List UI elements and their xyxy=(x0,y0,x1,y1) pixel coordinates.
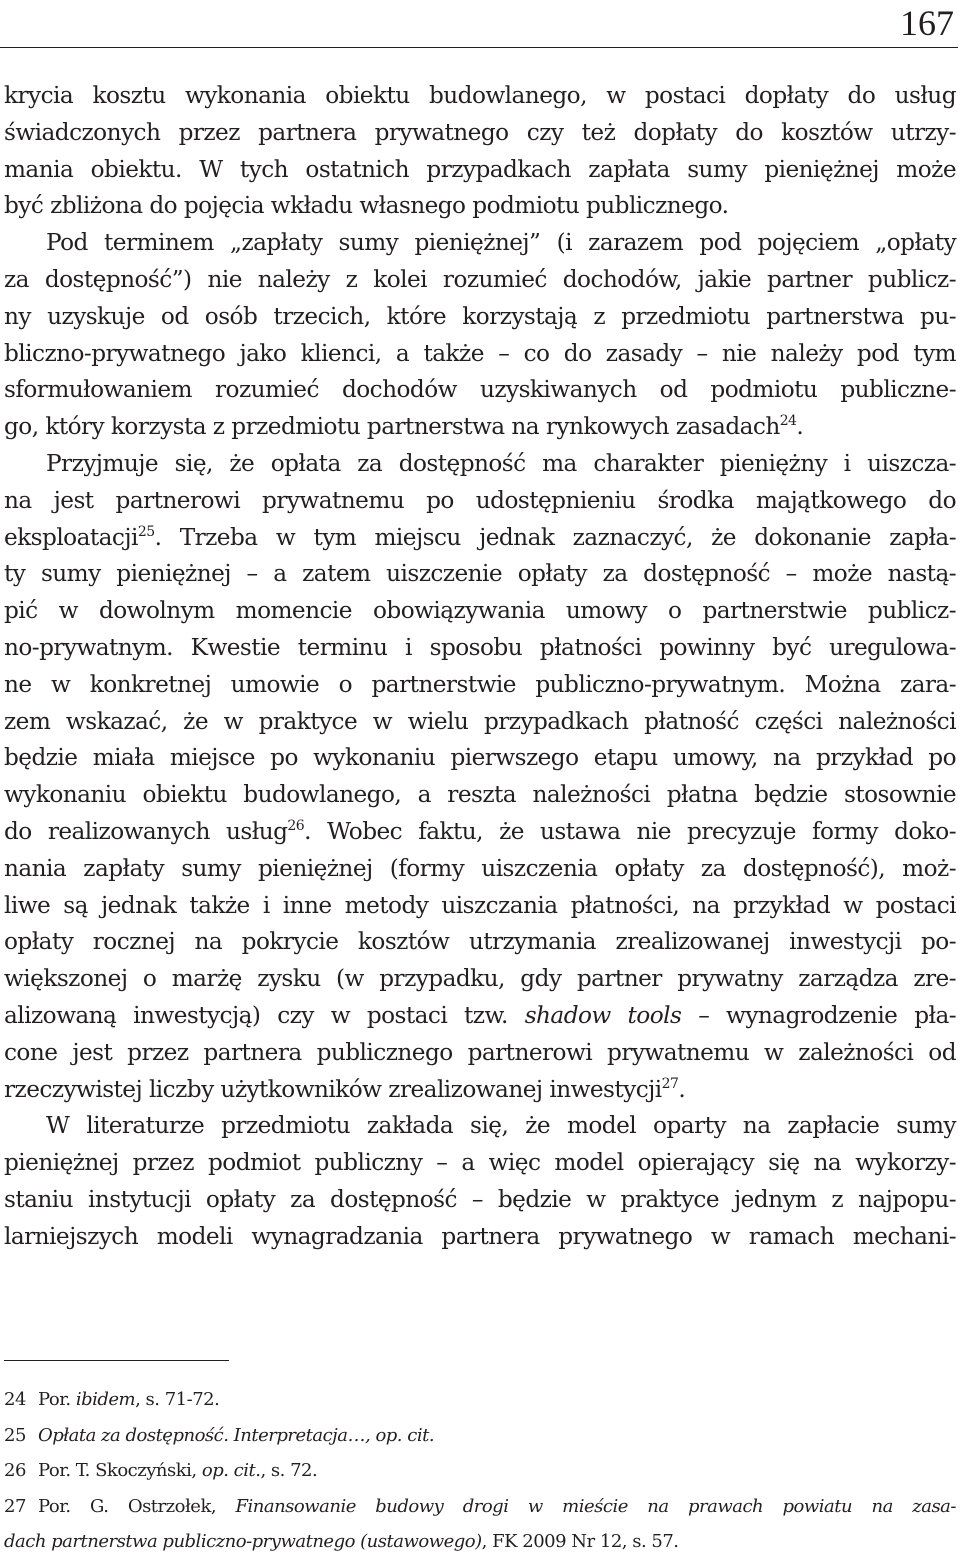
text-line: cone jest przez partnera publicznego partnerowi prywatnemu w zależności od xyxy=(4,1038,956,1066)
footnote-ref[interactable]: 24 xyxy=(779,413,797,430)
footnote-ref[interactable]: 27 xyxy=(661,1075,679,1092)
text-line xyxy=(4,814,956,851)
footnote-text: Por. xyxy=(38,1389,71,1410)
text-line: większonej o marżę zysku (w przypadku, gdy partner prywatny zarządza zre- xyxy=(4,965,956,993)
page-number: 167 xyxy=(900,3,954,43)
footnote-26 xyxy=(4,1453,956,1489)
text-segment: alizowaną inwestycją) czy w postaci tzw. xyxy=(4,1001,508,1029)
text-line: Przyjmuje się, że opłata za dostępność ma charakter pieniężny i uiszcza- xyxy=(46,449,956,477)
text-line: sformułowaniem rozumieć dochodów uzyskiwanych od podmiotu publiczne- xyxy=(4,376,956,404)
footnote-ref[interactable]: 26 xyxy=(287,817,305,834)
text-line: zem wskazać, że w praktyce w wielu przypadkach płatność części należności xyxy=(4,707,956,735)
text-line xyxy=(4,409,956,446)
text-line: liwe są jednak także i inne metody uiszczania płatności, na przykład w postaci xyxy=(4,891,956,919)
text-line: być zbliżona do pojęcia wkładu własnego podmiotu publicznego. xyxy=(4,192,729,220)
text-line: mania obiektu. W tych ostatnich przypadkach zapłata sumy pieniężnej może xyxy=(4,155,956,183)
period: . xyxy=(678,1075,686,1103)
footnote-italic: Opłata za dostępność. Interpretacja…, op. cit. xyxy=(38,1424,435,1446)
footnote-rule xyxy=(4,1360,229,1361)
text-line: bliczno-prywatnego jako klienci, a także – co do zasady – nie należy pod tym xyxy=(4,339,956,367)
text-line: nania zapłaty sumy pieniężnej (formy uiszczenia opłaty za dostępność), moż- xyxy=(4,854,956,882)
footnote-number: 27 xyxy=(4,1495,26,1517)
footnote-ref[interactable]: 25 xyxy=(137,523,155,540)
footnote-italic: Finansowanie budowy drogi w mieście na prawach powiatu na zasa- xyxy=(235,1495,956,1517)
footnote-text: , s. 71-72. xyxy=(135,1389,220,1410)
footnote-text: ., s. 72. xyxy=(255,1460,318,1481)
footnote-text: Por. G. Ostrzołek, xyxy=(38,1495,217,1517)
text-line: opłaty rocznej na pokrycie kosztów utrzymania zrealizowanej inwestycji po- xyxy=(4,928,956,956)
text-segment: – wynagrodzenie pła- xyxy=(698,1001,957,1029)
text-segment: go, który korzysta z przedmiotu partnerstwa na rynkowych zasadach xyxy=(4,413,780,441)
text-line: staniu instytucji opłaty za dostępność – będzie w praktyce jednym z najpopu- xyxy=(4,1185,956,1213)
text-line: na jest partnerowi prywatnemu po udostępnieniu środka majątkowego do xyxy=(4,486,956,514)
body-text xyxy=(4,78,956,1256)
text-line xyxy=(4,520,956,557)
italic-term: shadow tools xyxy=(524,1001,682,1029)
footnote-number: 24 xyxy=(4,1389,26,1410)
footnote-text: , FK 2009 Nr 12, s. 57. xyxy=(481,1531,679,1552)
footnote-number: 25 xyxy=(4,1424,26,1446)
text-segment: do realizowanych usług xyxy=(4,817,288,845)
text-line: świadczonych przez partnera prywatnego czy też dopłaty do kosztów utrzy- xyxy=(4,118,956,146)
footnote-number: 26 xyxy=(4,1460,26,1481)
text-segment: . Trzeba w tym miejscu jednak zaznaczyć, że dokonanie zapła- xyxy=(154,523,956,551)
text-line: krycia kosztu wykonania obiektu budowlanego, w postaci dopłaty do usług xyxy=(4,82,956,109)
text-line: no-prywatnym. Kwestie terminu i sposobu płatności powinny być uregulowa- xyxy=(4,633,956,661)
text-line: ny uzyskuje od osób trzecich, które korzystają z przedmiotu partnerstwa pu- xyxy=(4,302,956,330)
text-line xyxy=(4,998,956,1035)
period: . xyxy=(796,413,804,441)
text-line: larniejszych modeli wynagradzania partnera prywatnego w ramach mechani- xyxy=(4,1222,956,1250)
footnote-text: Por. T. Skoczyński, xyxy=(38,1460,197,1481)
text-segment: . Wobec faktu, że ustawa nie precyzuje formy doko- xyxy=(304,817,956,845)
footnote-27 xyxy=(4,1489,956,1525)
text-line: pieniężnej przez podmiot publiczny – a więc model opierający się na wykorzy- xyxy=(4,1149,956,1177)
text-line: ne w konkretnej umowie o partnerstwie publiczno-prywatnym. Można zara- xyxy=(4,670,956,698)
footnote-italic: ibidem xyxy=(75,1389,136,1410)
header-rule xyxy=(0,47,958,48)
text-line: za dostępność”) nie należy z kolei rozumieć dochodów, jakie partner publicz- xyxy=(4,265,956,293)
text-line: będzie miała miejsce po wykonaniu pierwszego etapu umowy, na przykład po xyxy=(4,744,956,772)
text-line: ty sumy pieniężnej – a zatem uiszczenie opłaty za dostępność – może nastą- xyxy=(4,560,956,588)
text-segment: eksploatacji xyxy=(4,523,138,551)
footnote-25 xyxy=(4,1418,956,1454)
text-line: Pod terminem „zapłaty sumy pieniężnej” (i zarazem pod pojęciem „opłaty xyxy=(46,229,956,257)
footnote-24 xyxy=(4,1382,956,1418)
footnote-italic: dach partnerstwa publiczno-prywatnego (ustawowego) xyxy=(4,1531,482,1552)
text-line: W literaturze przedmiotu zakłada się, że model oparty na zapłacie sumy xyxy=(46,1112,956,1140)
text-line: pić w dowolnym momencie obowiązywania umowy o partnerstwie publicz- xyxy=(4,597,956,625)
text-line: wykonaniu obiektu budowlanego, a reszta należności płatna będzie stosownie xyxy=(4,781,956,809)
footnote-27-continued xyxy=(4,1524,956,1560)
text-segment: rzeczywistej liczby użytkowników zrealizowanej inwestycji xyxy=(4,1075,662,1103)
footnote-italic: op. cit xyxy=(201,1460,256,1481)
text-line xyxy=(4,1072,956,1109)
footnotes xyxy=(4,1382,956,1560)
